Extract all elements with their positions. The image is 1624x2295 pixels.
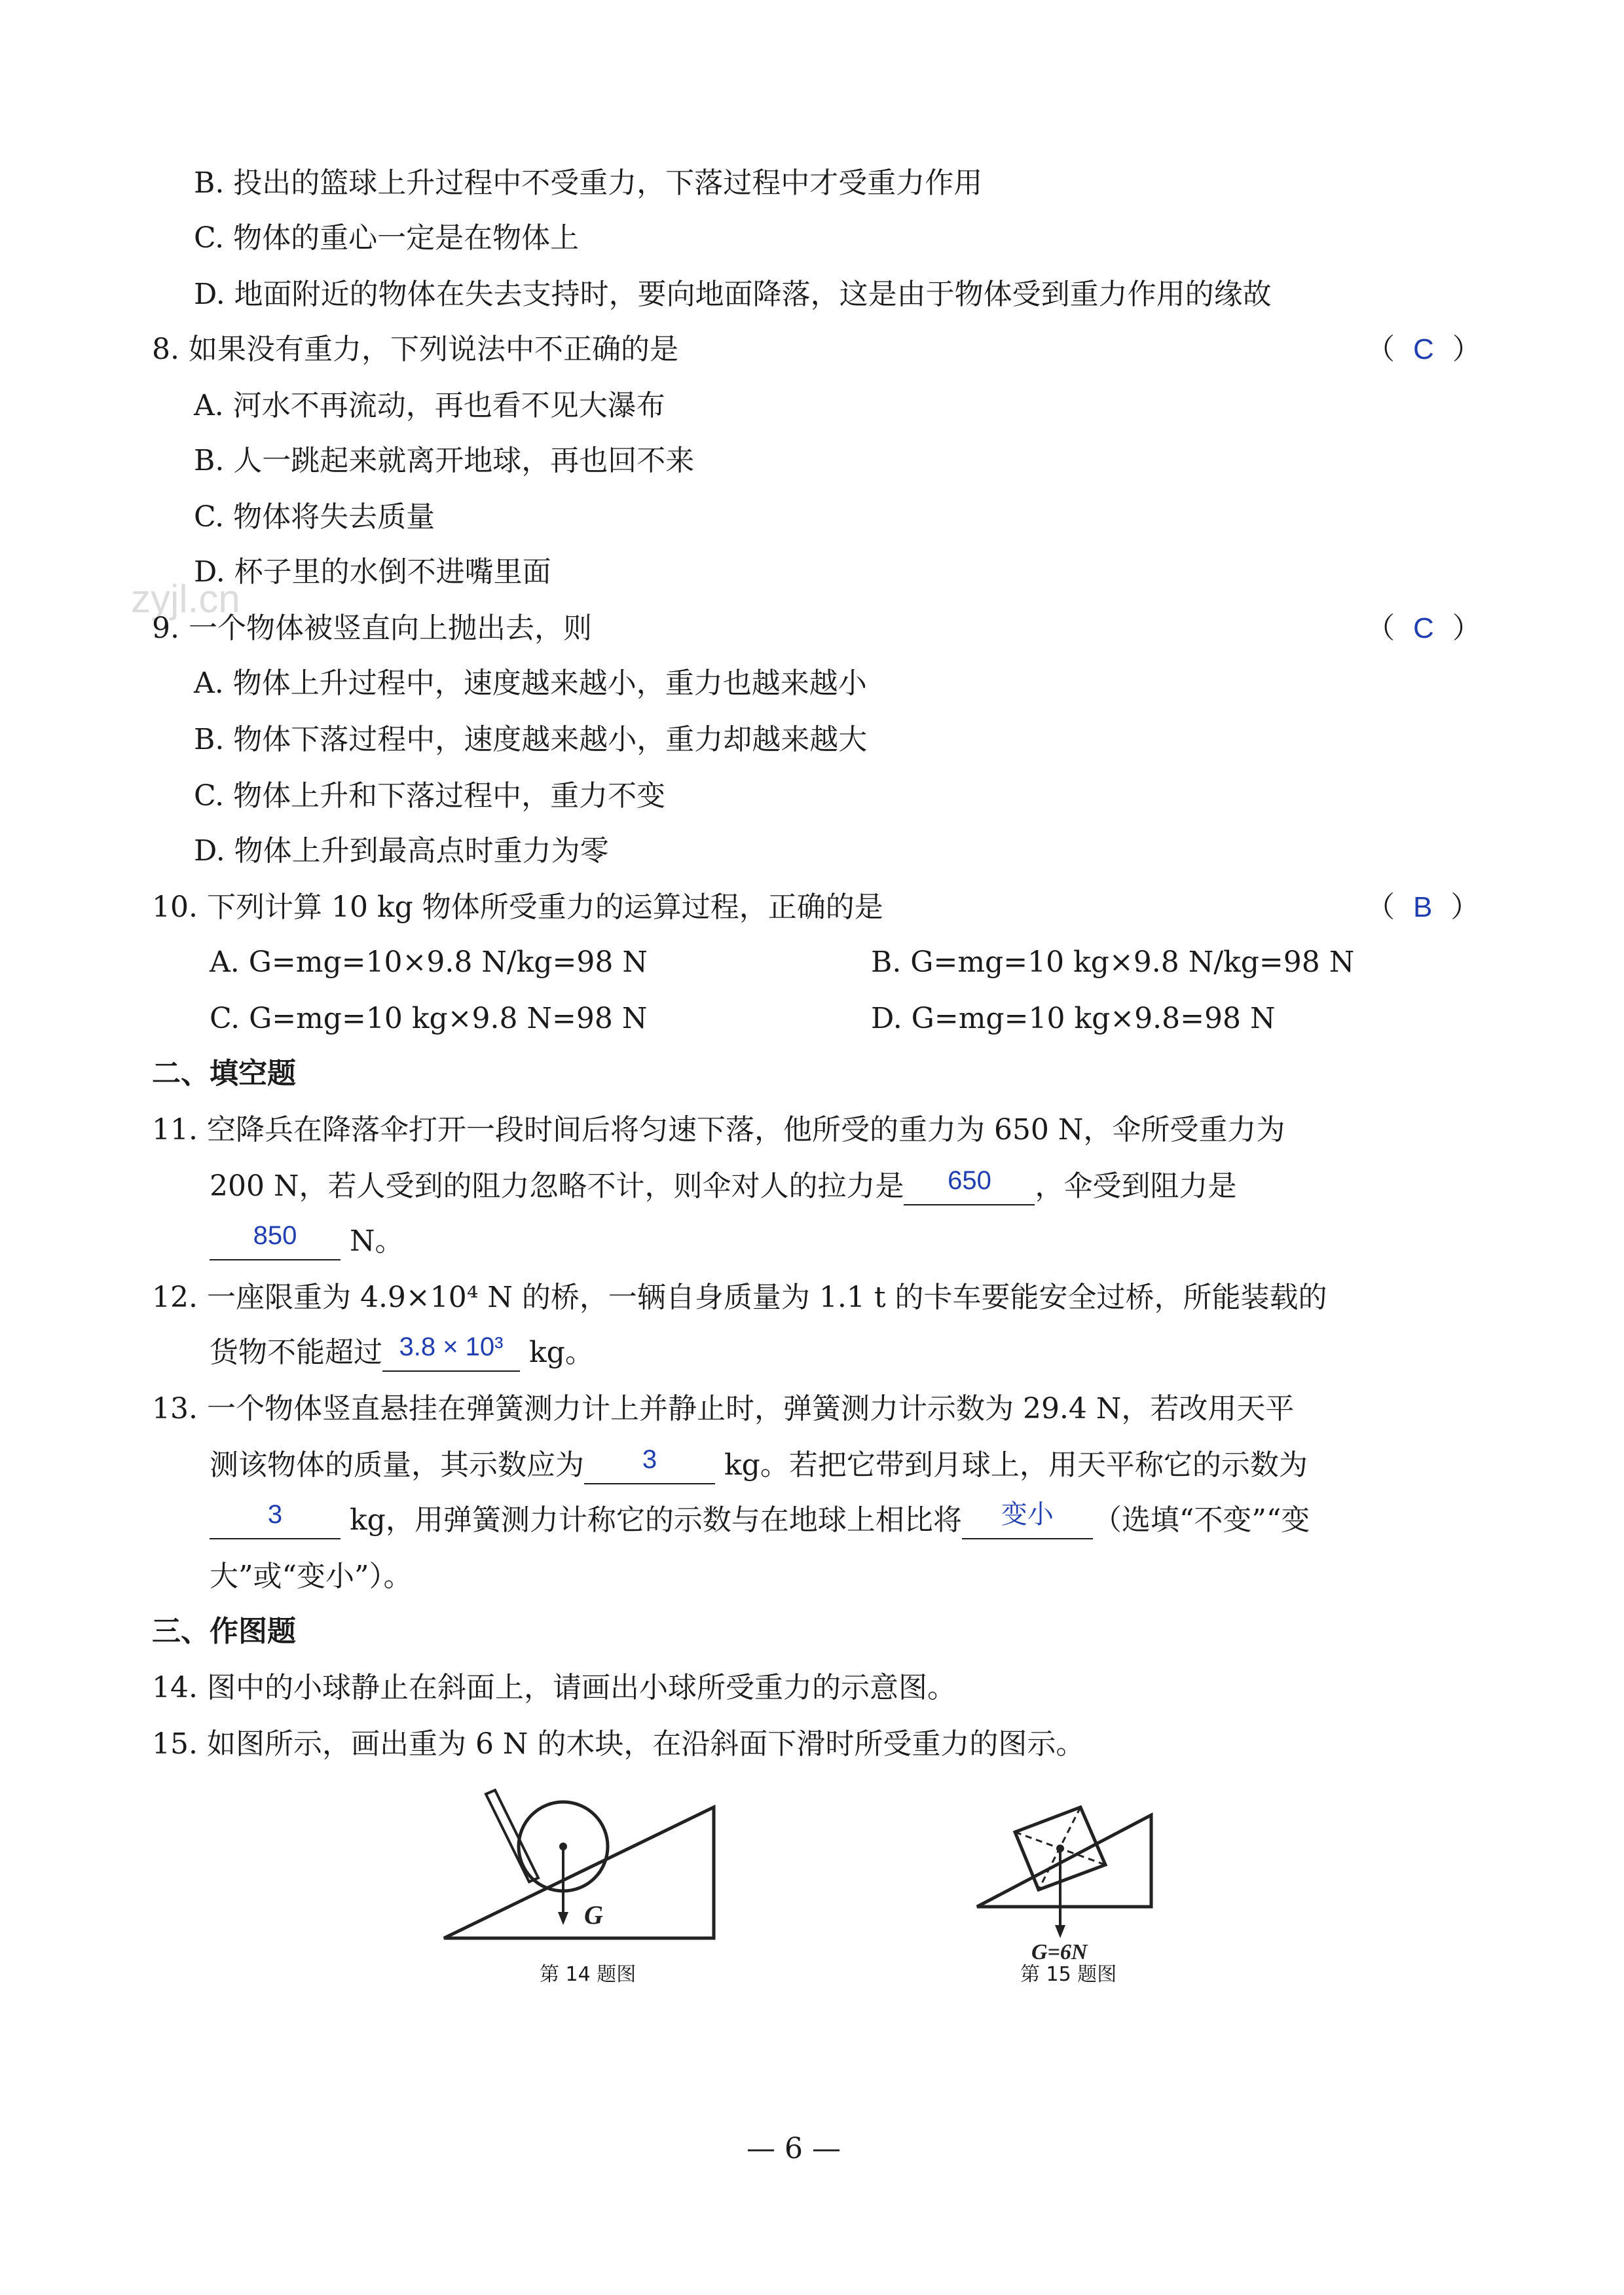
q13-answer-3: 变小 [1001, 1500, 1054, 1529]
page-number: — 6 — [747, 2132, 841, 2165]
q14-stem: 14. 图中的小球静止在斜面上，请画出小球所受重力的示意图。 [152, 1671, 956, 1704]
q11-blank-2[interactable] [210, 1221, 341, 1260]
figure-14 [439, 1781, 727, 1951]
q12-text-a: 货物不能超过 [210, 1336, 382, 1369]
q10-option-c: C. G=mg=10 kg×9.8 N=98 N [210, 1002, 648, 1035]
q13-text-b2: kg，用弹簧测力计称它的示数与在地球上相比将 [350, 1503, 962, 1537]
q11-answer-1: 650 [948, 1166, 991, 1195]
q12-answer-1: 3.8 × 10³ [399, 1332, 504, 1361]
section-fill-in-title: 二、填空题 [152, 1057, 296, 1090]
q7-option-c: C. 物体的重心一定是在物体上 [194, 221, 580, 255]
support-board-14 [486, 1790, 538, 1882]
q13-answer-2: 3 [267, 1500, 283, 1529]
q9-option-a: A. 物体上升过程中，速度越来越小，重力也越来越小 [194, 667, 867, 700]
q9-answer-paren: （ C ） [1366, 612, 1481, 645]
q11-line-2 [210, 1167, 1236, 1206]
q13-blank-1[interactable] [584, 1445, 715, 1484]
q10-answer: B [1412, 891, 1433, 923]
q13-line-4: 大”或“变小”）。 [210, 1560, 413, 1593]
q8-answer-paren: （ C ） [1366, 333, 1481, 366]
q9-stem: 9. 一个物体被竖直向上抛出去，则 [152, 612, 592, 645]
q9-option-c: C. 物体上升和下落过程中，重力不变 [194, 779, 666, 813]
q13-text-a: 测该物体的质量，其示数应为 [210, 1448, 584, 1482]
q13-text-b: kg。若把它带到月球上，用天平称它的示数为 [724, 1448, 1308, 1482]
q13-text-c: （选填“不变”“变 [1092, 1503, 1310, 1537]
q13-line-3 [210, 1501, 1310, 1540]
q13-answer-1: 3 [642, 1445, 657, 1474]
q10-answer-paren: （ B ） [1366, 890, 1480, 924]
q12-text-b: kg。 [529, 1336, 594, 1369]
q13-blank-2[interactable] [210, 1500, 341, 1539]
q7-option-d: D. 地面附近的物体在失去支持时，要向地面降落，这是由于物体受到重力作用的缘故 [194, 278, 1272, 311]
q8-option-b: B. 人一跳起来就离开地球，再也回不来 [194, 444, 695, 477]
q12-blank-1[interactable] [382, 1332, 520, 1372]
q11-line-1: 11. 空降兵在降落伞打开一段时间后将匀速下落，他所受的重力为 650 N，伞所受重力为 [152, 1113, 1285, 1147]
q12-line-1: 12. 一座限重为 4.9×10⁴ N 的桥，一辆自身质量为 1.1 t 的卡车要能安全过桥，所能装载的 [152, 1281, 1327, 1314]
q11-text-c: N。 [350, 1224, 404, 1258]
q15-stem: 15. 如图所示，画出重为 6 N 的木块，在沿斜面下滑时所受重力的图示。 [152, 1727, 1085, 1761]
q10-option-d: D. G=mg=10 kg×9.8=98 N [871, 1002, 1276, 1035]
watermark: zyjl.cn [131, 577, 240, 621]
gravity-arrowhead-14 [558, 1912, 568, 1925]
label-g6n-15: G=6N [1031, 1940, 1088, 1964]
incline-15 [977, 1815, 1151, 1907]
q11-answer-2: 850 [253, 1221, 297, 1250]
q11-line-3 [210, 1222, 404, 1261]
q10-option-b: B. G=mg=10 kg×9.8 N/kg=98 N [871, 946, 1355, 979]
incline-14 [444, 1807, 714, 1938]
q13-blank-3[interactable] [962, 1500, 1093, 1539]
figure-14-caption: 第 14 题图 [540, 1963, 637, 1986]
q8-answer: C [1412, 333, 1434, 365]
q10-option-a: A. G=mg=10×9.8 N/kg=98 N [210, 946, 648, 979]
q9-option-b: B. 物体下落过程中，速度越来越小，重力却越来越大 [194, 723, 868, 756]
q8-option-c: C. 物体将失去质量 [194, 500, 435, 534]
q9-option-d: D. 物体上升到最高点时重力为零 [194, 834, 609, 868]
q7-option-b: B. 投出的篮球上升过程中不受重力，下落过程中才受重力作用 [194, 166, 983, 200]
section-drawing-title: 三、作图题 [152, 1615, 296, 1648]
figure-15 [969, 1788, 1166, 1964]
q12-line-2 [210, 1333, 594, 1372]
q8-option-d: D. 杯子里的水倒不进嘴里面 [194, 555, 551, 589]
q11-text-b: ，伞受到阻力是 [1035, 1169, 1237, 1203]
q10-stem: 10. 下列计算 10 kg 物体所受重力的运算过程，正确的是 [152, 890, 883, 924]
q9-answer: C [1412, 612, 1434, 644]
q8-option-a: A. 河水不再流动，再也看不见大瀑布 [194, 389, 665, 422]
q8-stem: 8. 如果没有重力，下列说法中不正确的是 [152, 333, 678, 366]
q13-line-1: 13. 一个物体竖直悬挂在弹簧测力计上并静止时，弹簧测力计示数为 29.4 N，若改用天平 [152, 1392, 1295, 1425]
label-g-14: G [584, 1900, 603, 1930]
figure-15-caption: 第 15 题图 [1020, 1963, 1117, 1986]
q11-blank-1[interactable] [904, 1166, 1035, 1205]
q11-text-a: 200 N，若人受到的阻力忽略不计，则伞对人的拉力是 [210, 1169, 904, 1203]
q13-line-2 [210, 1446, 1308, 1485]
gravity-arrowhead-15 [1055, 1925, 1065, 1938]
